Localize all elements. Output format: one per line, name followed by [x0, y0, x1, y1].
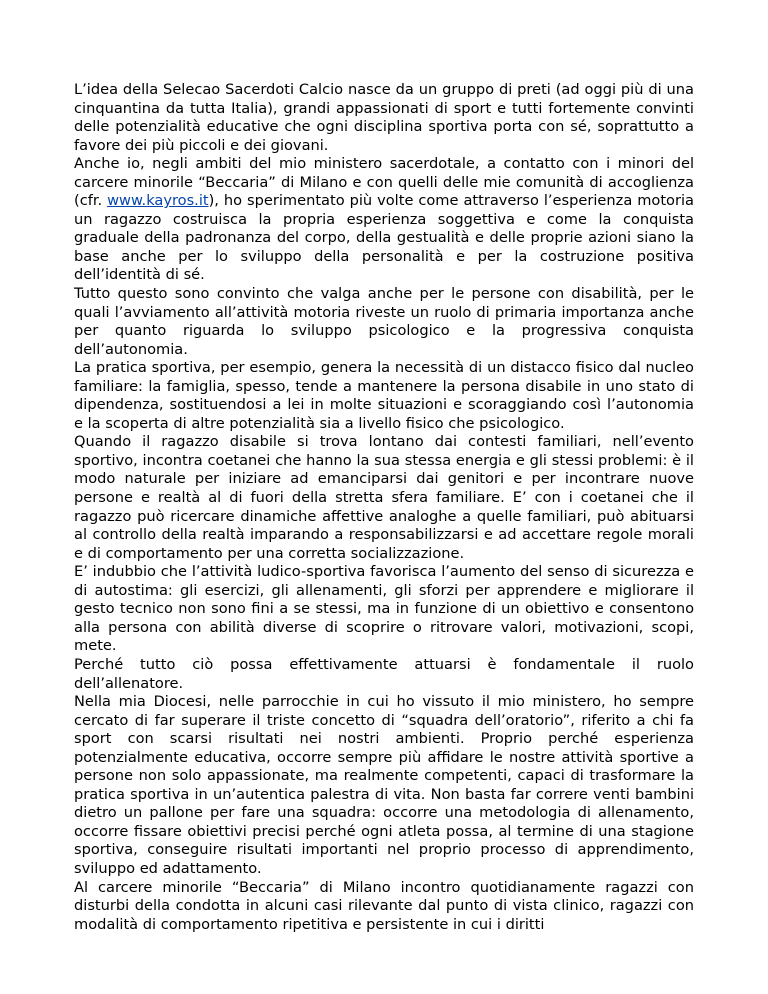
paragraph-coach-role: Perché tutto ciò possa effettivamente attuarsi è fondamentale il ruolo dell’allenatore.: [74, 655, 694, 692]
paragraph-self-esteem: E’ indubbio che l’attività ludico-sportiva favorisca l’aumento del senso di sicurezza e di autostima: gli esercizi, gli allenamenti, gli sforzi per apprendere e migliorare il gesto tecnico non sono fini a se stessi, ma in funzione di un obiettivo e consentono alla persona con abilità diverse di scoprire o ritrovare valori, motivazioni, scopi, mete.: [74, 563, 694, 655]
document-body: [74, 81, 694, 934]
paragraph-diocese: Nella mia Diocesi, nelle parrocchie in cui ho vissuto il mio ministero, ho sempre cercato di far superare il triste concetto di “squadra dell’oratorio”, riferito a chi fa sport con scarsi risultati nei nostri ambienti. Proprio perché esperienza potenzialmente educativa, occorre sempre più affidare le nostre attività sportive a persone non solo appassionate, ma realmente competenti, capaci di trasformare la pratica sportiva in un’autentica palestra di vita. Non basta far correre venti bambini dietro un pallone per fare una squadra: occorre una metodologia di allenamento, occorre fissare obiettivi precisi perché ogni atleta possa, al termine di una stagione sportiva, conseguire risultati importanti nel proprio processo di apprendimento, sviluppo ed adattamento.: [74, 693, 694, 877]
paragraph-peers: Quando il ragazzo disabile si trova lontano dai contesti familiari, nell’evento sportivo, incontra coetanei che hanno la sua stessa energia e gli stessi problemi: è il modo naturale per iniziare ad emanciparsi dai genitori e per incontrare nuove persone e realtà al di fuori della stretta sfera familiare. E’ con i coetanei che il ragazzo può ricercare dinamiche affettive analoghe a quelle familiari, può abituarsi al controllo della realtà imparando a responsabilizzarsi e ad accettare regole morali e di comportamento per una corretta socializzazione.: [74, 433, 694, 562]
paragraph-text: ), ho sperimentato più volte come attraverso l’esperienza motoria un ragazzo costruisca la propria esperienza soggettiva e come la conquista graduale della padronanza del corpo, della gestualità e delle proprie azioni siano la base anche per lo sviluppo della personalità e per la costruzione positiva dell’identità di sé.: [74, 192, 694, 284]
paragraph-ministry-experience: [74, 155, 694, 285]
paragraph-disability: Tutto questo sono convinto che valga anche per le persone con disabilità, per le quali l’avviamento all’attività motoria riveste un ruolo di primaria importanza anche per quanto riguarda lo sviluppo psicologico e la progressiva conquista dell’autonomia.: [74, 285, 694, 358]
paragraph-selecao-origin: L’idea della Selecao Sacerdoti Calcio nasce da un gruppo di preti (ad oggi più di una cinquantina da tutta Italia), grandi appassionati di sport e tutti fortemente convinti delle potenzialità educative che ogni disciplina sportiva porta con sé, soprattutto a favore dei più piccoli e dei giovani.: [74, 81, 694, 154]
paragraph-beccaria: Al carcere minorile “Beccaria” di Milano incontro quotidianamente ragazzi con disturbi della condotta in alcuni casi rilevante dal punto di vista clinico, ragazzi con modalità di comportamento ripetitiva e persistente in cui i diritti: [74, 878, 694, 933]
kayros-link[interactable]: www.kayros.it: [107, 192, 209, 210]
paragraph-family-detachment: La pratica sportiva, per esempio, genera la necessità di un distacco fisico dal nucleo familiare: la famiglia, spesso, tende a mantenere la persona disabile in uno stato di dipendenza, sostituendosi a lei in molte situazioni e scoraggiando così l’autonomia e la scoperta di altre potenzialità sia a livello fisico che psicologico.: [74, 359, 694, 432]
paragraph-text: Anche io, negli ambiti del mio ministero sacerdotale, a contatto con i minori del carcere minorile “Beccaria” di Milano e con quelli delle mie comunità di accoglienza (cfr.: [74, 155, 694, 210]
